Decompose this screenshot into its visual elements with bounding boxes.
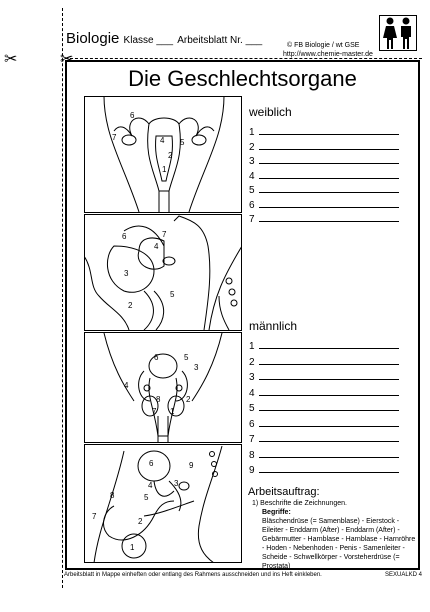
begriffe-list: Bläschendrüse (= Samenblase) - Eierstock - Eileiter - Enddarm (After) - Enddarm (After) - Gebärmutter - Harnblase - Harnblase - Harnröhre - Hoden - Nebenhoden - Penis - Samenleiter - Scheide - Schwellkörper - Vorsteherdrüse (= Prostata) <box>262 518 416 570</box>
answer-line[interactable] <box>259 169 399 179</box>
row-number: 5 <box>249 185 255 196</box>
male-heading: männlich <box>249 319 298 333</box>
header-title <box>66 30 262 47</box>
label-male-side-6: 6 <box>149 459 154 468</box>
page-title: Die Geschlechtsorgane <box>128 66 357 91</box>
answer-line[interactable] <box>259 448 399 458</box>
label-male-side-5: 5 <box>144 493 149 502</box>
answer-row <box>249 140 414 155</box>
klasse: Klasse ___ <box>123 35 174 46</box>
label-uterus-6: 6 <box>130 111 135 120</box>
begriffe-block <box>252 508 417 571</box>
answer-line[interactable] <box>259 432 399 442</box>
anatomy-illustrations <box>84 96 242 563</box>
answer-line[interactable] <box>259 125 399 135</box>
row-number: 9 <box>249 465 255 476</box>
label-male-front-8: 8 <box>156 395 161 404</box>
scissors-icon: ✂ <box>60 51 74 68</box>
answer-row <box>249 448 414 464</box>
label-female-3: 3 <box>124 269 129 278</box>
label-uterus-2: 2 <box>168 151 173 160</box>
row-number: 1 <box>249 341 255 352</box>
cut-line-left <box>62 8 63 588</box>
row-number: 7 <box>249 214 255 225</box>
answer-line[interactable] <box>259 212 399 222</box>
label-female-2: 2 <box>128 301 133 310</box>
footer-note: Arbeitsblatt in Mappe einheften oder entlang des Rahmens ausschneiden und ins Heft einkleben. <box>64 572 322 578</box>
answer-row <box>249 169 414 184</box>
scissors-icon: ✂ <box>4 51 18 68</box>
label-female-7: 7 <box>162 230 167 239</box>
answer-line[interactable] <box>259 154 399 164</box>
answer-row <box>249 401 414 417</box>
figure-male-side <box>94 446 222 563</box>
label-male-front-6: 6 <box>154 353 159 362</box>
female-heading: weiblich <box>249 105 292 119</box>
row-number: 2 <box>249 356 255 368</box>
people-icon <box>379 15 417 51</box>
answer-line[interactable] <box>259 370 399 380</box>
answer-line[interactable] <box>259 198 399 208</box>
label-male-side-3: 3 <box>174 479 179 488</box>
subject: Biologie <box>66 30 120 47</box>
row-number: 3 <box>249 156 255 167</box>
answer-line[interactable] <box>259 183 399 193</box>
male-rows <box>249 339 414 479</box>
answer-row <box>249 154 414 169</box>
answer-row <box>249 432 414 448</box>
row-number: 6 <box>249 199 255 211</box>
label-male-front-7: 7 <box>152 407 157 416</box>
label-male-front-4: 4 <box>124 381 129 390</box>
answer-row <box>249 386 414 402</box>
label-male-front-3: 3 <box>194 363 199 372</box>
answer-line[interactable] <box>259 417 399 427</box>
label-uterus-5: 5 <box>180 138 185 147</box>
label-uterus-7: 7 <box>112 133 117 142</box>
answer-line[interactable] <box>259 401 399 411</box>
label-female-4: 4 <box>154 242 159 251</box>
label-male-side-8: 8 <box>110 491 115 500</box>
assignment-task: 1) Beschrifte die Zeichnungen. <box>252 500 347 507</box>
label-uterus-4: 4 <box>160 136 165 145</box>
url: http://www.chemie-master.de <box>283 51 373 58</box>
assignment-heading: Arbeitsauftrag: <box>248 486 320 498</box>
row-number: 5 <box>249 403 255 414</box>
figure-label-numbers <box>92 111 199 552</box>
row-number: 7 <box>249 434 255 445</box>
label-female-6: 6 <box>122 232 127 241</box>
answer-row <box>249 198 414 213</box>
row-number: 1 <box>249 127 255 138</box>
assignment-text <box>252 499 417 571</box>
figure-uterus-panel <box>85 97 242 213</box>
label-male-front-2: 2 <box>186 395 191 404</box>
figure-uterus <box>104 96 224 212</box>
row-number: 6 <box>249 418 255 430</box>
label-male-side-1: 1 <box>130 543 135 552</box>
answer-line[interactable] <box>259 463 399 473</box>
row-number: 8 <box>249 449 255 461</box>
answer-row <box>249 370 414 386</box>
label-male-front-5: 5 <box>184 353 189 362</box>
row-number: 4 <box>249 170 255 182</box>
cut-line-top <box>65 58 422 59</box>
answer-line[interactable] <box>259 355 399 365</box>
copyright: © FB Biologie / wt GSE <box>287 42 360 49</box>
label-male-side-9: 9 <box>189 461 194 470</box>
label-male-side-7: 7 <box>92 512 97 521</box>
answer-line[interactable] <box>259 140 399 150</box>
blatt-nr: Arbeitsblatt Nr. ___ <box>177 35 263 46</box>
footer-code: SEXUALKD 4 <box>385 572 423 578</box>
answer-row <box>249 463 414 479</box>
begriffe-label: Begriffe: <box>262 509 291 516</box>
label-uterus-1: 1 <box>162 165 167 174</box>
label-female-5: 5 <box>170 290 175 299</box>
label-male-side-2: 2 <box>138 517 143 526</box>
answer-row <box>249 212 414 227</box>
female-rows <box>249 125 414 227</box>
answer-row <box>249 355 414 371</box>
row-number: 2 <box>249 141 255 153</box>
answer-row <box>249 183 414 198</box>
answer-row <box>249 125 414 140</box>
figure-male-front <box>104 333 222 442</box>
answer-row <box>249 339 414 355</box>
answer-line[interactable] <box>259 339 399 349</box>
answer-row <box>249 417 414 433</box>
label-male-front-1: 1 <box>170 407 175 416</box>
row-number: 3 <box>249 372 255 383</box>
label-male-side-4: 4 <box>148 481 153 490</box>
row-number: 4 <box>249 387 255 399</box>
answer-line[interactable] <box>259 386 399 396</box>
